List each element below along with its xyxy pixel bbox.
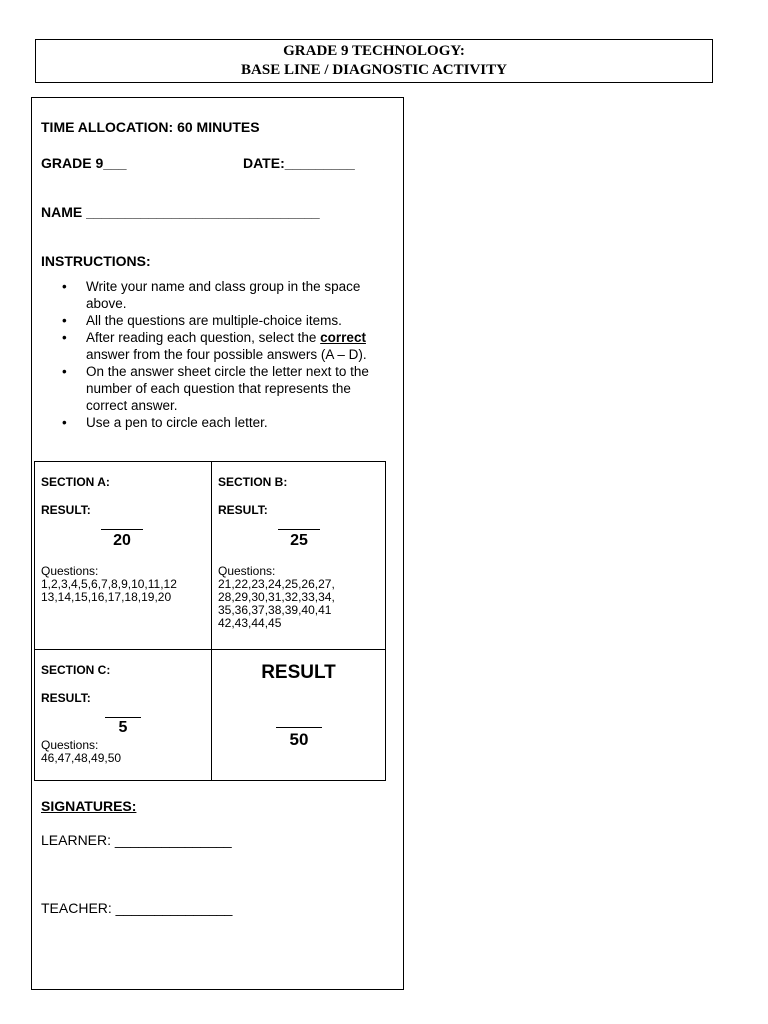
overall-result-title: RESULT [261, 662, 336, 683]
date-field[interactable]: DATE:_________ [243, 155, 355, 171]
grid-divider-vertical [211, 462, 212, 780]
grade-field[interactable]: GRADE 9___ [41, 155, 127, 171]
instruction-item: • After reading each question, select the correct answer from the four possible answers (A – D). [62, 330, 367, 362]
name-field[interactable]: NAME ______________________________ [41, 204, 320, 220]
time-allocation: TIME ALLOCATION: 60 MINUTES [41, 119, 260, 135]
grid-divider-horizontal [35, 649, 385, 650]
overall-score-line[interactable] [276, 727, 322, 728]
section-c-total: 5 [118, 719, 128, 736]
instruction-item: • On the answer sheet circle the letter next to the number of each question that represents the correct answer. [62, 364, 369, 413]
bullet-icon: • [62, 415, 67, 430]
section-a-questions: 1,2,3,4,5,6,7,8,9,10,11,12 13,14,15,16,17,18,19,20 [41, 577, 177, 604]
correct-emphasis: correct [320, 330, 366, 345]
section-c-questions: 46,47,48,49,50 [41, 751, 122, 765]
section-c-title: SECTION C: [41, 663, 111, 677]
document-title-box [35, 39, 713, 83]
document-title-line2: BASE LINE / DIAGNOSTIC ACTIVITY [241, 62, 507, 78]
section-a-questions-label: Questions: [41, 564, 99, 578]
document-title-line1: GRADE 9 TECHNOLOGY: [283, 43, 465, 59]
bullet-icon: • [62, 279, 67, 294]
section-b-questions: 21,22,23,24,25,26,27, 28,29,30,31,32,33,34, 35,36,37,38,39,40,41 42,43,44,45 [218, 577, 335, 630]
signatures-heading: SIGNATURES: [41, 798, 137, 814]
instruction-item: • All the questions are multiple-choice items. [62, 313, 342, 328]
bullet-icon: • [62, 364, 67, 379]
instructions-heading: INSTRUCTIONS: [41, 253, 151, 269]
learner-signature-field[interactable]: LEARNER: _______________ [41, 832, 232, 848]
section-b-total: 25 [290, 532, 308, 549]
section-a-score-line[interactable] [101, 529, 143, 530]
instruction-item: • Write your name and class group in the space above. [62, 279, 361, 311]
bullet-icon: • [62, 313, 67, 328]
instruction-item: • Use a pen to circle each letter. [62, 415, 268, 430]
section-a-title: SECTION A: [41, 475, 110, 489]
section-c-result-label: RESULT: [41, 691, 91, 705]
results-grid [34, 461, 386, 781]
section-c-score-line[interactable] [105, 717, 141, 718]
overall-total: 50 [289, 730, 309, 749]
section-b-questions-label: Questions: [218, 564, 276, 578]
section-b-score-line[interactable] [278, 529, 320, 530]
instructions-list [60, 278, 395, 431]
section-a-result-label: RESULT: [41, 503, 91, 517]
teacher-signature-field[interactable]: TEACHER: _______________ [41, 900, 233, 916]
cover-sheet-panel [31, 97, 404, 990]
bullet-icon: • [62, 330, 67, 345]
section-a-total: 20 [113, 532, 131, 549]
section-b-result-label: RESULT: [218, 503, 268, 517]
section-b-title: SECTION B: [218, 475, 288, 489]
section-c-questions-label: Questions: [41, 738, 99, 752]
